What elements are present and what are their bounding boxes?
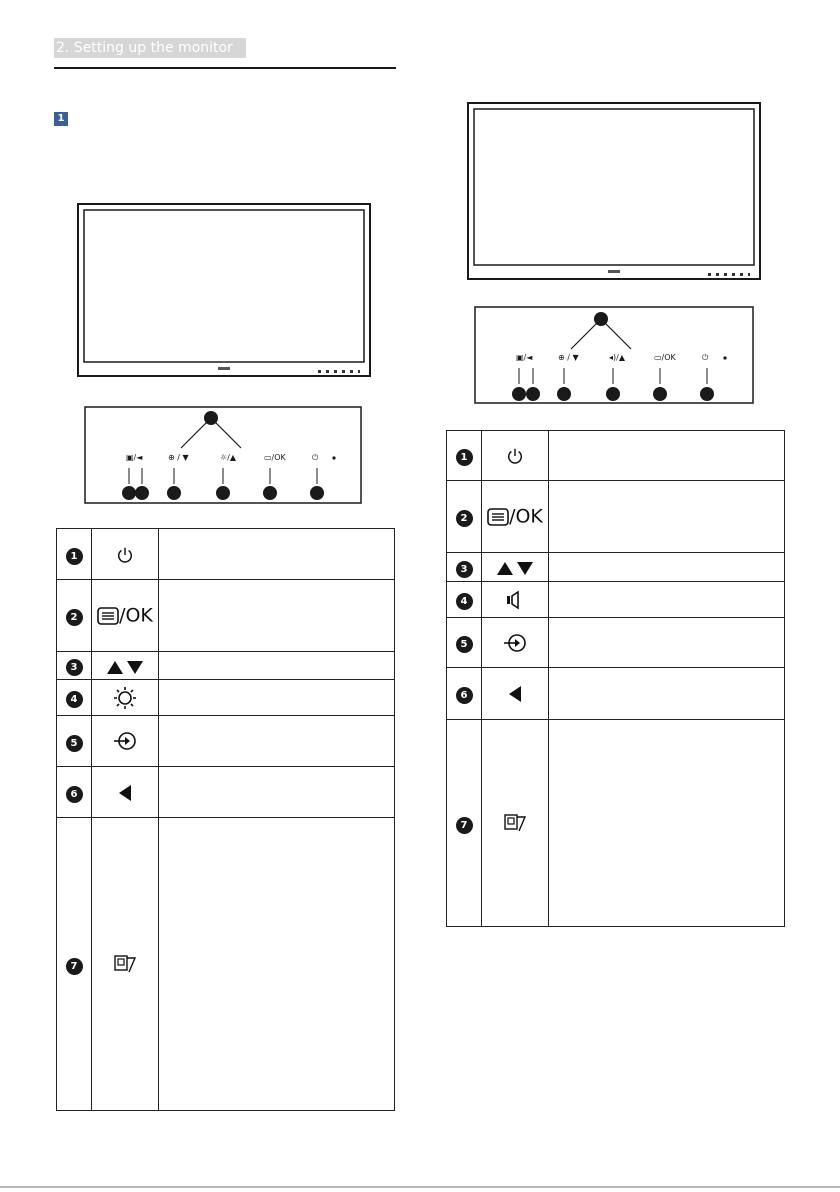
table-row: [57, 529, 395, 580]
row-description: [549, 481, 785, 553]
table-row: [57, 767, 395, 818]
svg-text:▭/OK: ▭/OK: [654, 353, 676, 362]
button-functions-table-left: [56, 528, 395, 1111]
row-number-badge: 6: [456, 687, 473, 704]
up-down-arrows-icon: [495, 558, 535, 577]
up-down-arrows-icon: [105, 656, 145, 675]
svg-text:▭/OK: ▭/OK: [264, 453, 286, 462]
row-number-badge: 7: [66, 958, 83, 975]
table-row: [57, 652, 395, 680]
ok-label: /OK: [509, 505, 543, 528]
table-row: [447, 720, 785, 927]
smartimage-icon: [113, 954, 137, 973]
row-number-badge: 7: [456, 817, 473, 834]
row-description: [549, 668, 785, 720]
svg-text:◂)/▲: ◂)/▲: [609, 353, 625, 362]
row-description: [159, 716, 395, 767]
row-number-badge: 3: [456, 561, 473, 578]
svg-text:⊕ / ▼: ⊕ / ▼: [558, 353, 579, 362]
menu-ok-icon: [487, 505, 543, 528]
control-panel-illustration-right: [474, 306, 756, 406]
row-description: [549, 618, 785, 668]
table-row: [447, 668, 785, 720]
button-functions-table-right: [446, 430, 785, 927]
menu-ok-icon: [97, 604, 153, 627]
row-number-badge: 6: [66, 786, 83, 803]
input-source-icon: [113, 731, 137, 750]
row-description: [159, 818, 395, 1111]
table-row: [57, 580, 395, 652]
back-arrow-icon: [507, 684, 523, 703]
monitor-front-illustration-right: [468, 103, 762, 281]
page-footer-rule: [0, 1186, 840, 1188]
input-source-icon: [503, 632, 527, 651]
row-description: [549, 720, 785, 927]
table-row: [447, 618, 785, 668]
row-description: [159, 580, 395, 652]
row-number-badge: 2: [456, 510, 473, 527]
svg-text:⊕ / ▼: ⊕ / ▼: [168, 453, 189, 462]
svg-text:⏻: ⏻: [702, 353, 709, 362]
svg-text:▣/◄: ▣/◄: [516, 353, 533, 362]
row-number-badge: 1: [66, 548, 83, 565]
row-number-badge: 3: [66, 659, 83, 676]
back-arrow-icon: [117, 782, 133, 801]
monitor-front-illustration-left: [78, 204, 372, 378]
smartimage-icon: [503, 813, 527, 832]
power-icon: [506, 446, 524, 465]
svg-text:▣/◄: ▣/◄: [126, 453, 143, 462]
table-row: [447, 431, 785, 481]
row-description: [159, 680, 395, 716]
row-number-badge: 1: [456, 449, 473, 466]
control-panel-illustration-left: [84, 406, 364, 506]
svg-text:⏻: ⏻: [312, 453, 319, 462]
table-row: [447, 553, 785, 582]
table-row: [447, 582, 785, 618]
row-number-badge: 5: [66, 735, 83, 752]
row-description: [159, 529, 395, 580]
svg-text:☼/▲: ☼/▲: [220, 453, 237, 462]
row-number-badge: 5: [456, 636, 473, 653]
section-number-badge: 1: [54, 112, 68, 126]
brightness-icon: [113, 687, 137, 706]
row-description: [159, 652, 395, 680]
table-row: [447, 481, 785, 553]
header-divider: [54, 67, 396, 69]
table-row: [57, 680, 395, 716]
page-section-title: 2. Setting up the monitor: [54, 38, 246, 58]
row-number-badge: 4: [456, 593, 473, 610]
row-description: [549, 553, 785, 582]
row-number-badge: 4: [66, 691, 83, 708]
table-row: [57, 818, 395, 1111]
row-description: [159, 767, 395, 818]
row-description: [549, 431, 785, 481]
ok-label: /OK: [119, 604, 153, 627]
table-row: [57, 716, 395, 767]
row-description: [549, 582, 785, 618]
power-icon: [116, 544, 134, 563]
row-number-badge: 2: [66, 609, 83, 626]
volume-icon: [505, 589, 525, 608]
